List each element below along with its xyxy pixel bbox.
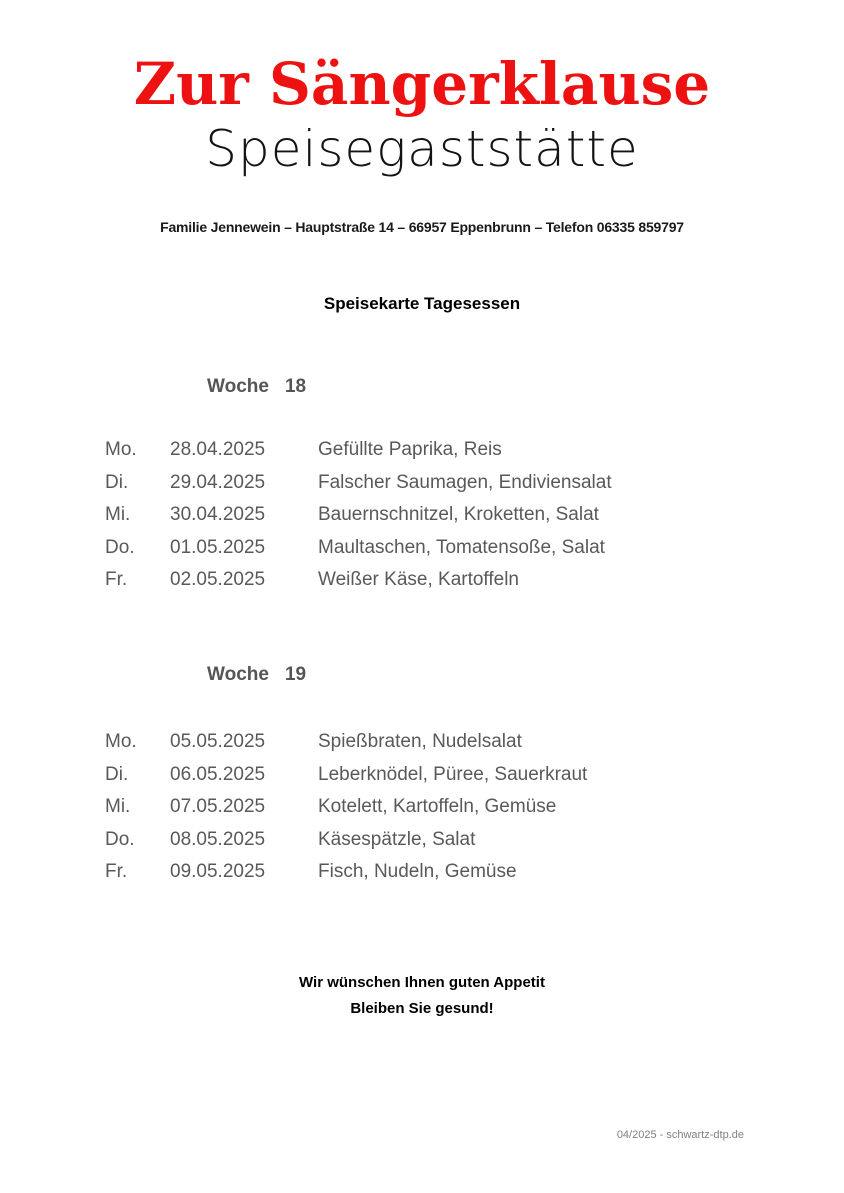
menu-title: Speisekarte Tagesessen — [323, 294, 521, 313]
week-number: 19 — [284, 663, 307, 685]
dish-cell: Käsespätzle, Salat — [318, 828, 476, 850]
week-number: 18 — [284, 376, 307, 397]
restaurant-name: Zur Sängerklause — [133, 50, 711, 118]
date-cell: 02.05.2025 — [170, 569, 266, 591]
date-cell: 29.04.2025 — [170, 471, 266, 493]
day-cell: Mo. — [105, 730, 137, 752]
day-cell: Mi. — [105, 796, 131, 818]
day-cell: Mo. — [105, 439, 137, 460]
credit-line: 04/2025 - schwartz-dtp.de — [616, 1129, 744, 1141]
date-cell: 06.05.2025 — [170, 763, 266, 785]
dish-cell: Leberknödel, Püree, Sauerkraut — [318, 763, 588, 785]
day-cell: Do. — [105, 536, 135, 558]
closing-line-2: Bleiben Sie gesund! — [350, 999, 494, 1017]
day-cell: Fr. — [105, 861, 128, 883]
date-cell: 01.05.2025 — [170, 536, 266, 558]
dish-cell: Fisch, Nudeln, Gemüse — [318, 861, 517, 883]
dish-cell: Kotelett, Kartoffeln, Gemüse — [318, 796, 557, 818]
closing-message — [0, 970, 844, 1022]
date-cell: 28.04.2025 — [170, 439, 266, 460]
dish-cell: Bauernschnitzel, Kroketten, Salat — [318, 504, 599, 526]
week-label: Woche — [207, 376, 269, 397]
dish-cell: Gefüllte Paprika, Reis — [318, 439, 502, 460]
day-cell: Fr. — [105, 569, 128, 591]
day-cell: Do. — [105, 828, 135, 850]
week-label: Woche — [207, 663, 269, 685]
closing-line-1: Wir wünschen Ihnen guten Appetit — [299, 973, 545, 991]
date-cell: 30.04.2025 — [170, 504, 266, 526]
dish-cell: Weißer Käse, Kartoffeln — [318, 569, 520, 591]
dish-cell: Maultaschen, Tomatensoße, Salat — [318, 536, 605, 558]
date-cell: 08.05.2025 — [170, 828, 266, 850]
menu-table-week-19 — [0, 726, 844, 889]
date-cell: 07.05.2025 — [170, 796, 266, 818]
restaurant-type: Speisegaststätte — [205, 120, 639, 178]
day-cell: Di. — [105, 763, 129, 785]
menu-table-week-18 — [0, 434, 844, 597]
week-heading-18 — [207, 376, 844, 398]
day-cell: Mi. — [105, 504, 131, 526]
address-line: Familie Jennewein – Hauptstraße 14 – 66957 Eppenbrunn – Telefon 06335 859797 — [160, 219, 684, 235]
day-cell: Di. — [105, 471, 129, 493]
date-cell: 05.05.2025 — [170, 730, 266, 752]
date-cell: 09.05.2025 — [170, 861, 266, 883]
dish-cell: Spießbraten, Nudelsalat — [318, 730, 522, 752]
dish-cell: Falscher Saumagen, Endiviensalat — [318, 471, 612, 493]
week-heading-19 — [207, 664, 844, 686]
